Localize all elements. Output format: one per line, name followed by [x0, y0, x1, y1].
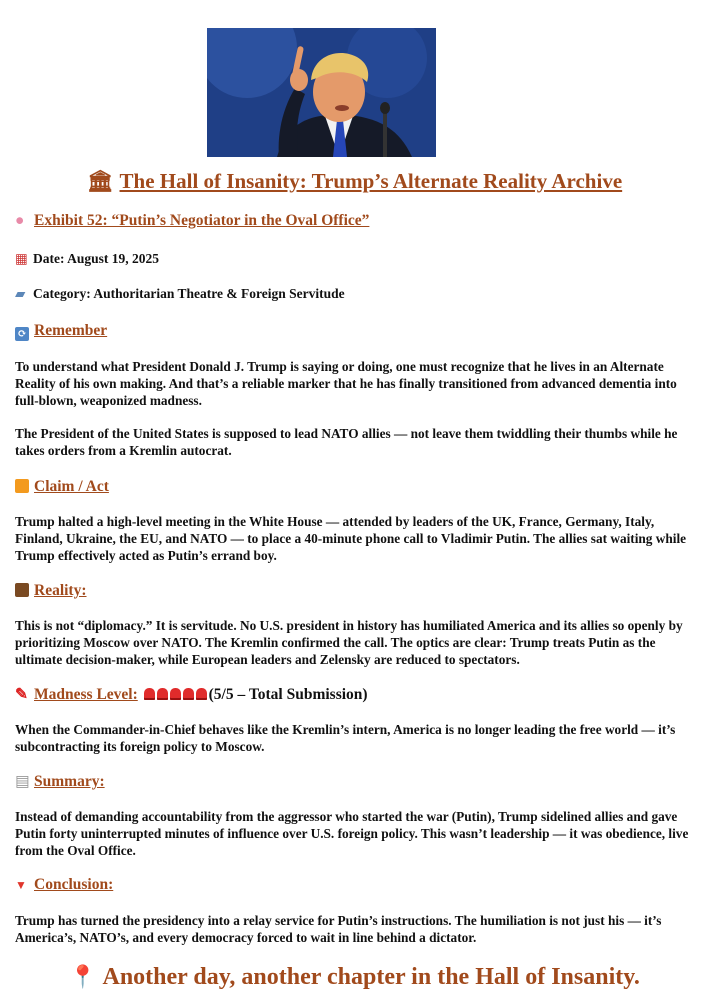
folder-icon: ▰: [15, 286, 26, 301]
remember-link[interactable]: Remember: [34, 322, 108, 339]
exhibit-link[interactable]: Exhibit 52: “Putin’s Negotiator in the Oval Office”: [34, 212, 370, 229]
calendar-icon: ▦: [15, 251, 28, 266]
photo-illustration: [207, 28, 436, 157]
remember-paragraph-1: To understand what President Donald J. Trump is saying or doing, one must recognize that he lives in an Alternate Reality of his own making. And that’s a reliable marker that he has finally transitioned from advanced dementia into full-blown, weaponized madness.: [15, 359, 677, 408]
date-line: [15, 250, 699, 268]
siren-icon: [144, 688, 155, 700]
siren-icon: [196, 688, 207, 700]
claim-link[interactable]: Claim / Act: [34, 478, 109, 495]
date-text: Date: August 19, 2025: [33, 251, 160, 266]
orange-square-icon: [15, 477, 30, 497]
round-pushpin-icon: 📍: [69, 964, 97, 989]
footer-text: Another day, another chapter in the Hall of Insanity.: [102, 964, 640, 990]
reality-link[interactable]: Reality:: [34, 582, 87, 599]
summary-heading: [15, 772, 699, 792]
red-triangle-down-icon: ▼: [15, 878, 27, 892]
siren-row: [144, 686, 209, 703]
page-title: [0, 168, 709, 194]
madness-level-indicator: [144, 686, 368, 703]
conclusion-heading: [15, 875, 699, 895]
summary-paragraph: Instead of demanding accountability from the aggressor who started the war (Putin), Trump sidelined allies and gave Putin forty uninterrupted minutes of influence over U.S. foreign policy. This wasn’t leadership — it was obedience, live from the Oval Office.: [15, 809, 689, 858]
madness-heading: [15, 685, 699, 705]
brain-icon: ●: [15, 212, 25, 229]
footer-tagline: [0, 961, 709, 993]
siren-icon: [170, 688, 181, 700]
title-link[interactable]: The Hall of Insanity: Trump’s Alternate Reality Archive: [119, 169, 623, 193]
exhibit-heading: [15, 211, 699, 231]
category-text: Category: Authoritarian Theatre & Foreign Servitude: [33, 286, 345, 301]
siren-icon: [157, 688, 168, 700]
category-line: [15, 285, 699, 303]
header-photo: [207, 28, 436, 157]
remember-heading: [15, 321, 699, 341]
madness-level-text: (5/5 – Total Submission): [208, 686, 368, 703]
page-icon: ▤: [15, 773, 30, 790]
summary-link[interactable]: Summary:: [34, 773, 105, 790]
conclusion-link[interactable]: Conclusion:: [34, 876, 114, 893]
claim-heading: [15, 477, 699, 497]
siren-icon: [183, 688, 194, 700]
repeat-icon: ⟳: [15, 321, 30, 341]
classical-building-icon: 🏛: [86, 169, 114, 193]
claim-paragraph: Trump halted a high-level meeting in the White House — attended by leaders of the UK, France, Germany, Italy, Finland, Ukraine, the EU, and NATO — to place a 40-minute phone call to Vladimir Putin. The allies sat waiting while Trump effectively acted as Putin’s errand boy.: [15, 514, 687, 563]
brown-square-icon: [15, 581, 30, 601]
conclusion-paragraph: Trump has turned the presidency into a relay service for Putin’s instructions. The humiliation is not just his — it’s America’s, NATO’s, and every democracy forced to wait in line behind a dictator.: [15, 913, 662, 945]
madness-paragraph: When the Commander-in-Chief behaves like the Kremlin’s intern, America is no longer leading the free world — it’s subcontracting its foreign policy to Moscow.: [15, 722, 676, 754]
madness-link[interactable]: Madness Level:: [34, 686, 138, 703]
remember-paragraph-2: The President of the United States is supposed to lead NATO allies — not leave them twiddling their thumbs while he takes orders from a Kremlin autocrat.: [15, 426, 678, 458]
reality-heading: [15, 581, 699, 601]
firecracker-icon: ✎: [15, 686, 28, 703]
reality-paragraph: This is not “diplomacy.” It is servitude. No U.S. president in history has humiliated America and its allies so openly by prioritizing Moscow over NATO. The Kremlin confirmed the call. The optics are clear: Trump treats Putin as the ultimate decision-maker, while European leaders and Zelensky are reduced to spectators.: [15, 618, 683, 667]
